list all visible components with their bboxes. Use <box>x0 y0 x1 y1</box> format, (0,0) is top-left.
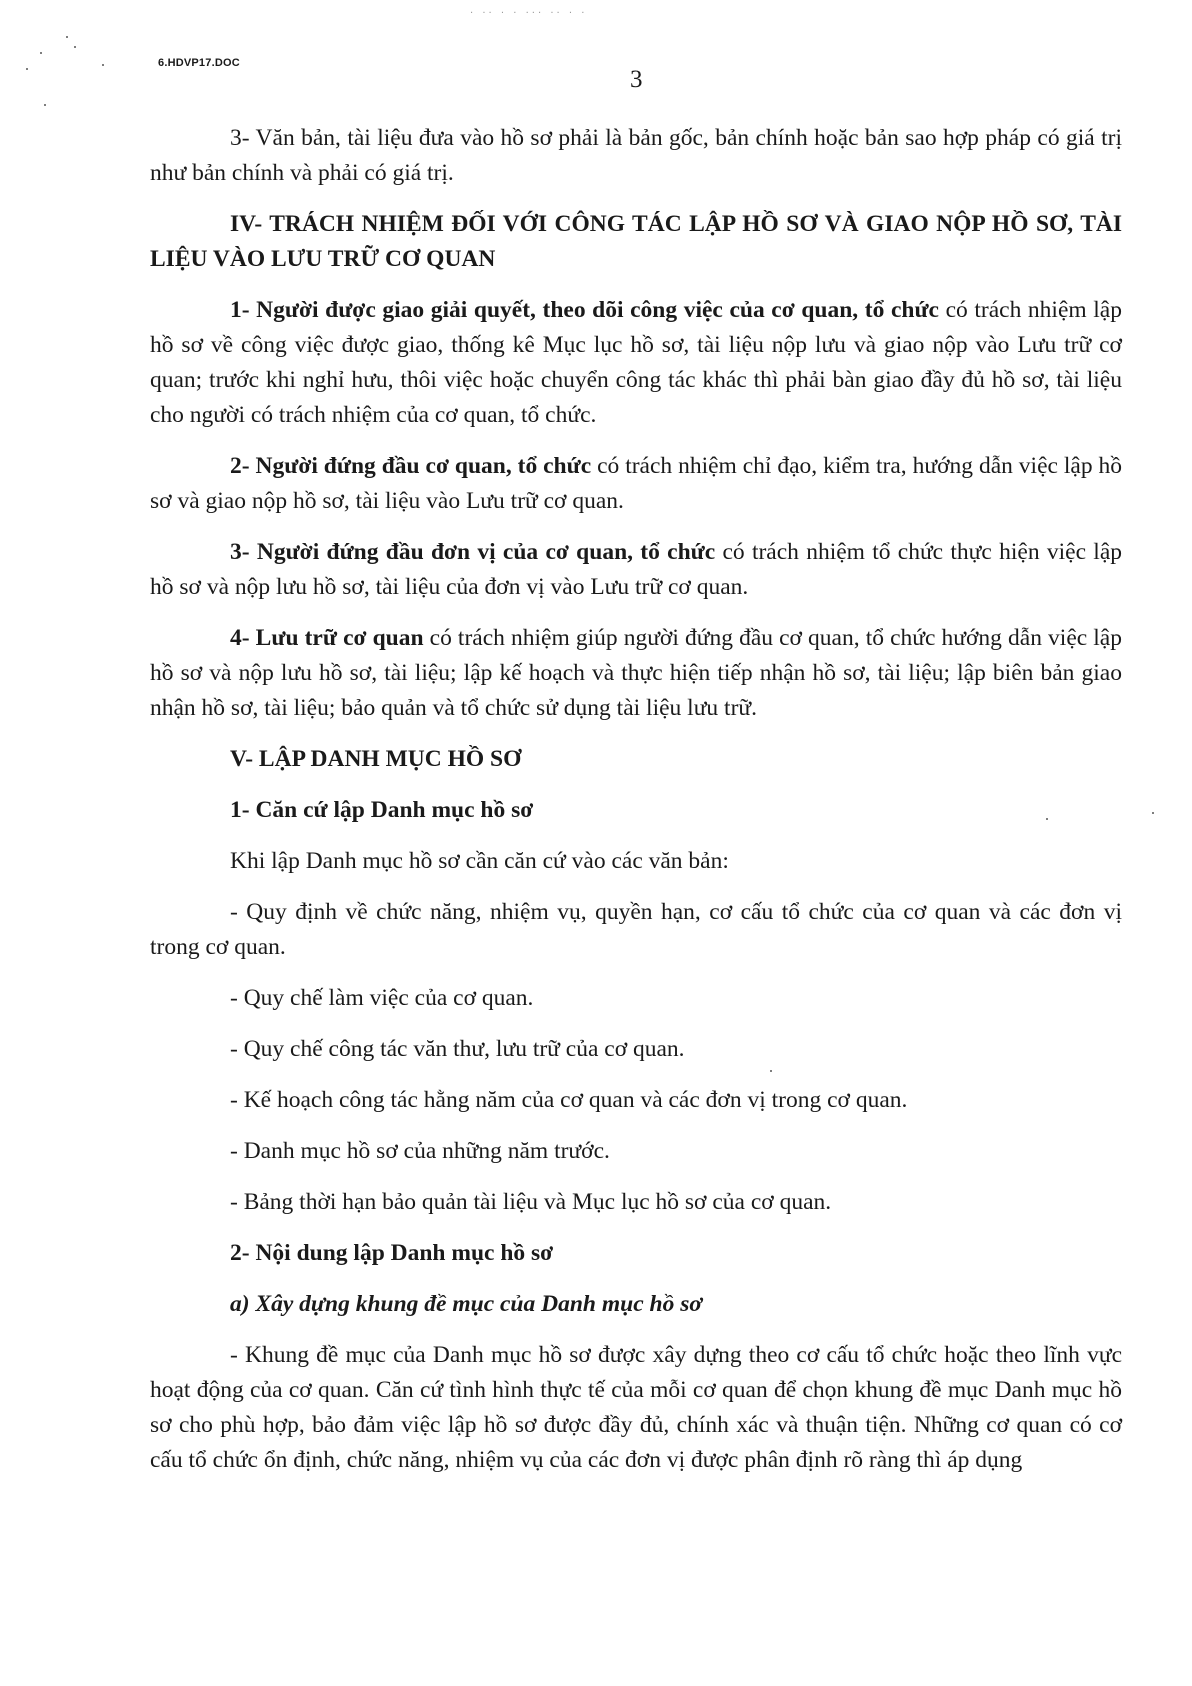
list-item-v-1: - Bảng thời hạn bảo quản tài liệu và Mục lục hồ sơ của cơ quan. <box>230 1189 832 1215</box>
paragraph-iv-4 <box>150 621 1122 726</box>
list-item-v-1: - Quy chế làm việc của cơ quan. <box>230 985 534 1011</box>
paragraph-iv-3-lead: 3- Người đứng đầu đơn vị của cơ quan, tổ chức <box>230 539 716 565</box>
paragraph-iv-4-lead: 4- Lưu trữ cơ quan <box>230 625 424 651</box>
heading-section-v: V- LẬP DANH MỤC HỒ SƠ <box>230 746 522 772</box>
scan-speck <box>1152 812 1154 814</box>
paragraph-iv-1 <box>150 293 1122 433</box>
list-item-v-1: - Danh mục hồ sơ của những năm trước. <box>230 1138 610 1164</box>
heading-v-2a: a) Xây dựng khung đề mục của Danh mục hồ sơ <box>230 1291 702 1317</box>
scan-noise: · ·· · · ··· ·· · · <box>470 8 588 19</box>
document-body <box>150 121 1122 1478</box>
paragraph-iv-1-text: có trách nhiệm lập hồ sơ về công việc được giao, thống kê Mục lục hồ sơ, tài liệu nộp lưu và giao nộp vào Lưu trữ cơ quan; trước khi nghỉ hưu, thôi việc hoặc chuyển công tác khác thì phải bàn giao đầy đủ hồ sơ, tài liệu cho người có trách nhiệm của cơ quan, tổ chức. <box>150 297 1122 428</box>
list-item-v-1: - Quy chế công tác văn thư, lưu trữ của cơ quan. <box>230 1036 685 1062</box>
page-number: 3 <box>630 66 643 93</box>
paragraph-iv-2-text: có trách nhiệm chỉ đạo, kiểm tra, hướng dẫn việc lập hồ sơ và giao nộp hồ sơ, tài liệu vào Lưu trữ cơ quan. <box>150 453 1122 514</box>
paragraph-iv-4-text: có trách nhiệm giúp người đứng đầu cơ quan, tổ chức hướng dẫn việc lập hồ sơ và nộp lưu hồ sơ, tài liệu; lập kế hoạch và thực hiện tiếp nhận hồ sơ, tài liệu; lập biên bản giao nhận hồ sơ, tài liệu; bảo quản và tổ chức sử dụng tài liệu lưu trữ. <box>150 625 1122 721</box>
scan-speck <box>74 46 76 48</box>
heading-v-2: 2- Nội dung lập Danh mục hồ sơ <box>230 1240 554 1266</box>
scan-speck <box>66 36 68 38</box>
paragraph-iv-3-text: có trách nhiệm tổ chức thực hiện việc lập hồ sơ và nộp lưu hồ sơ, tài liệu của đơn vị vào Lưu trữ cơ quan. <box>150 539 1122 600</box>
heading-v-1: 1- Căn cứ lập Danh mục hồ sơ <box>230 797 534 823</box>
paragraph-v-1-intro: Khi lập Danh mục hồ sơ cần căn cứ vào các văn bản: <box>230 848 729 874</box>
list-item-v-1: - Quy định về chức năng, nhiệm vụ, quyền hạn, cơ cấu tổ chức của cơ quan và các đơn vị trong cơ quan. <box>150 899 1122 960</box>
paragraph-iv-3 <box>150 535 1122 605</box>
list-item-v-1: - Kế hoạch công tác hằng năm của cơ quan và các đơn vị trong cơ quan. <box>230 1087 908 1113</box>
scan-speck <box>44 104 46 106</box>
paragraph-iv-2 <box>150 449 1122 519</box>
heading-section-iv: IV- TRÁCH NHIỆM ĐỐI VỚI CÔNG TÁC LẬP HỒ SƠ VÀ GIAO NỘP HỒ SƠ, TÀI LIỆU VÀO LƯU TRỮ CƠ QUAN <box>150 211 1122 272</box>
paragraph-iv-2-lead: 2- Người đứng đầu cơ quan, tổ chức <box>230 453 592 479</box>
file-label: 6.HDVP17.DOC <box>158 57 240 69</box>
scan-speck <box>102 64 104 66</box>
scan-speck <box>40 52 42 54</box>
scan-speck <box>26 68 28 70</box>
paragraph-v-2a: - Khung đề mục của Danh mục hồ sơ được xây dựng theo cơ cấu tổ chức hoặc theo lĩnh vực hoạt động của cơ quan. Căn cứ tình hình thực tế của mỗi cơ quan để chọn khung đề mục Danh mục hồ sơ cho phù hợp, bảo đảm việc lập hồ sơ được đầy đủ, chính xác và thuận tiện. Những cơ quan có cơ cấu tổ chức ổn định, chức năng, nhiệm vụ của các đơn vị được phân định rõ ràng thì áp dụng <box>150 1342 1122 1473</box>
paragraph-iv-1-lead: 1- Người được giao giải quyết, theo dõi công việc của cơ quan, tổ chức <box>230 297 939 323</box>
paragraph-iii-3: 3- Văn bản, tài liệu đưa vào hồ sơ phải là bản gốc, bản chính hoặc bản sao hợp pháp có giá trị như bản chính và phải có giá trị. <box>150 125 1122 186</box>
